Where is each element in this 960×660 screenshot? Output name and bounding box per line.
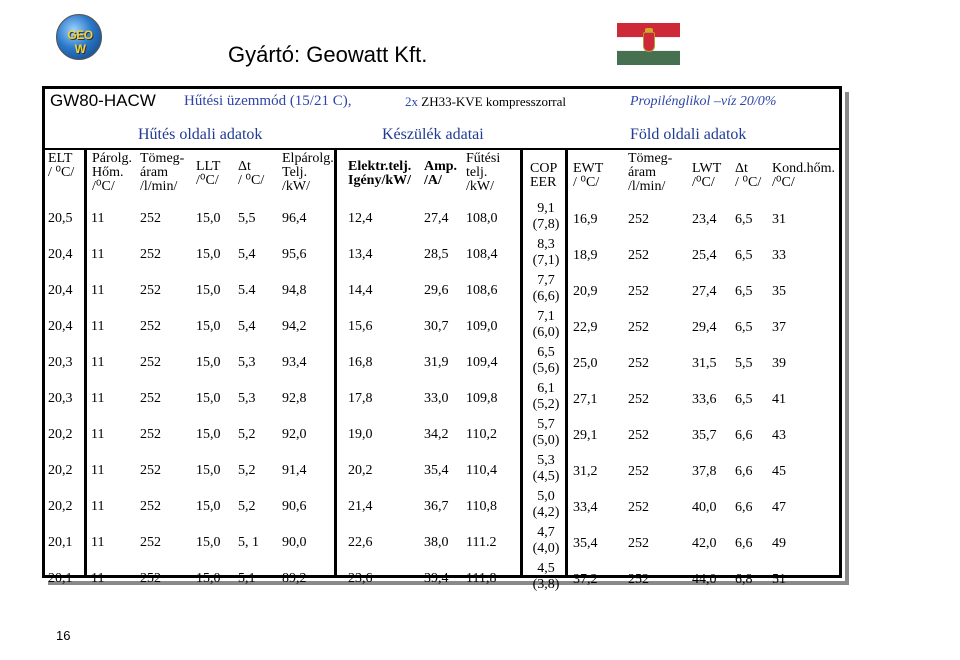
cell-amp: 38,0 [424, 535, 449, 550]
cell-dt2: 6,6 [735, 500, 753, 515]
cell-power: 20,2 [348, 463, 373, 478]
cell-flow: 252 [140, 391, 161, 406]
cell-cap: 92,0 [282, 427, 307, 442]
cop-value: 4,7 [537, 525, 555, 540]
cell-flow2: 252 [628, 248, 649, 263]
cell-heat: 111,8 [466, 571, 497, 586]
cell-lwt: 42,0 [692, 536, 717, 551]
cell-parolg: 11 [91, 247, 105, 262]
eer-value: (4,2) [532, 505, 560, 520]
cell-lwt: 23,4 [692, 212, 717, 227]
cell-parolg: 11 [91, 571, 105, 586]
column-divider [84, 150, 87, 578]
cell-dt: 5,5 [238, 211, 256, 226]
cell-flow2: 252 [628, 212, 649, 227]
cell-cop-eer [527, 561, 565, 593]
cell-ewt: 20,9 [573, 284, 598, 299]
frame-shadow-right [845, 92, 849, 583]
cell-dt2: 6,6 [735, 428, 753, 443]
cell-lwt: 31,5 [692, 356, 717, 371]
eer-value: (3,8) [532, 577, 560, 592]
col-parolg: Párolg. Hőm. /⁰C/ [92, 151, 133, 194]
col-evap-capacity: Elpárolg. Telj. /kW/ [282, 151, 334, 194]
cell-dt2: 6,5 [735, 320, 753, 335]
cell-power: 12,4 [348, 211, 373, 226]
cell-amp: 27,4 [424, 211, 449, 226]
cell-dt: 5,4 [238, 319, 256, 334]
cell-elt: 20,2 [48, 499, 73, 514]
cell-elt: 20,2 [48, 463, 73, 478]
cell-parolg: 11 [91, 463, 105, 478]
cell-llt: 15,0 [196, 283, 221, 298]
cell-elt: 20,5 [48, 211, 73, 226]
cell-parolg: 11 [91, 427, 105, 442]
logo-text: GEO W [67, 28, 93, 56]
section-ground: Föld oldali adatok [630, 126, 747, 143]
cell-dt: 5,3 [238, 391, 256, 406]
cell-dt2: 6,5 [735, 392, 753, 407]
cell-cop-eer [527, 417, 565, 449]
cell-amp: 31,9 [424, 355, 449, 370]
col-flow-cooling: Tömeg- áram /l/min/ [140, 151, 185, 194]
cell-cap: 89,2 [282, 571, 307, 586]
cell-lwt: 33,6 [692, 392, 717, 407]
cell-dt2: 6,5 [735, 284, 753, 299]
cell-kond: 33 [772, 248, 786, 263]
cell-dt: 5,1 [238, 571, 256, 586]
cell-dt2: 6,6 [735, 536, 753, 551]
cell-cap: 96,4 [282, 211, 307, 226]
cell-parolg: 11 [91, 283, 105, 298]
cell-heat: 109,4 [466, 355, 498, 370]
cell-cap: 92,8 [282, 391, 307, 406]
cell-dt2: 5,5 [735, 356, 753, 371]
col-heating-capacity: Fűtési telj. /kW/ [466, 151, 501, 194]
cell-cap: 94,2 [282, 319, 307, 334]
column-divider [334, 150, 337, 578]
section-device: Készülék adatai [382, 126, 484, 143]
cell-heat: 108,4 [466, 247, 498, 262]
cell-lwt: 27,4 [692, 284, 717, 299]
cell-power: 16,8 [348, 355, 373, 370]
compressor-info [405, 94, 566, 110]
cell-power: 17,8 [348, 391, 373, 406]
cell-dt2: 6,5 [735, 212, 753, 227]
cell-ewt: 33,4 [573, 500, 598, 515]
cell-flow: 252 [140, 571, 161, 586]
cell-ewt: 37,2 [573, 572, 598, 587]
section-divider [42, 148, 842, 150]
cell-flow2: 252 [628, 464, 649, 479]
cell-flow: 252 [140, 463, 161, 478]
cell-amp: 30,7 [424, 319, 449, 334]
cell-heat: 109,8 [466, 391, 498, 406]
col-amp: Amp. /A/ [424, 159, 458, 188]
cop-value: 4,5 [537, 561, 555, 576]
eer-value: (4,5) [532, 469, 560, 484]
cell-amp: 36,7 [424, 499, 449, 514]
cell-ewt: 18,9 [573, 248, 598, 263]
cell-elt: 20,4 [48, 319, 73, 334]
cell-lwt: 29,4 [692, 320, 717, 335]
cell-cap: 93,4 [282, 355, 307, 370]
cell-lwt: 44,0 [692, 572, 717, 587]
cell-heat: 111.2 [466, 535, 497, 550]
cell-lwt: 37,8 [692, 464, 717, 479]
cell-power: 13,4 [348, 247, 373, 262]
cell-llt: 15,0 [196, 535, 221, 550]
cell-kond: 51 [772, 572, 786, 587]
cell-lwt: 35,7 [692, 428, 717, 443]
cell-cap: 90,0 [282, 535, 307, 550]
col-dt-cooling: Δt / ⁰C/ [238, 159, 265, 188]
col-ewt: EWT / ⁰C/ [573, 161, 604, 190]
eer-value: (7,1) [532, 253, 560, 268]
cell-kond: 35 [772, 284, 786, 299]
section-cooling: Hűtés oldali adatok [138, 126, 263, 143]
cell-flow2: 252 [628, 572, 649, 587]
cell-parolg: 11 [91, 211, 105, 226]
cell-flow2: 252 [628, 536, 649, 551]
frame-shadow-bottom [48, 581, 849, 585]
cell-ewt: 16,9 [573, 212, 598, 227]
cell-amp: 33,0 [424, 391, 449, 406]
hungarian-flag-icon [617, 23, 680, 65]
cop-value: 5,3 [537, 453, 555, 468]
cell-cop-eer [527, 453, 565, 485]
cell-flow: 252 [140, 319, 161, 334]
cell-dt: 5,2 [238, 499, 256, 514]
cell-cop-eer [527, 309, 565, 341]
cell-flow: 252 [140, 535, 161, 550]
cell-parolg: 11 [91, 319, 105, 334]
cell-dt: 5.4 [238, 283, 256, 298]
cell-llt: 15,0 [196, 319, 221, 334]
cell-llt: 15,0 [196, 211, 221, 226]
cop-value: 7,7 [537, 273, 555, 288]
manufacturer-title: Gyártó: Geowatt Kft. [228, 42, 428, 67]
col-electric-power: Elektr.telj. Igény/kW/ [348, 159, 412, 188]
cop-value: 8,3 [537, 237, 555, 252]
cell-cap: 91,4 [282, 463, 307, 478]
cell-kond: 45 [772, 464, 786, 479]
cell-ewt: 25,0 [573, 356, 598, 371]
cell-flow: 252 [140, 283, 161, 298]
cell-heat: 110,2 [466, 427, 497, 442]
cell-flow2: 252 [628, 500, 649, 515]
fluid-info: Propilénglikol –víz 20/0% [630, 94, 777, 109]
geowatt-logo [56, 14, 102, 60]
cell-ewt: 22,9 [573, 320, 598, 335]
cell-power: 14,4 [348, 283, 373, 298]
cell-ewt: 27,1 [573, 392, 598, 407]
cell-cop-eer [527, 489, 565, 521]
cell-amp: 29,6 [424, 283, 449, 298]
cop-value: 6,5 [537, 345, 555, 360]
cop-value: 9,1 [537, 201, 555, 216]
compressor-prefix: 2x [405, 94, 418, 109]
cell-dt2: 6,5 [735, 248, 753, 263]
cell-cop-eer [527, 381, 565, 413]
cell-parolg: 11 [91, 499, 105, 514]
cell-flow: 252 [140, 247, 161, 262]
cell-ewt: 31,2 [573, 464, 598, 479]
col-condensing-temp: Kond.hőm. /⁰C/ [772, 161, 835, 190]
cell-kond: 39 [772, 356, 786, 371]
cell-kond: 37 [772, 320, 786, 335]
cell-amp: 34,2 [424, 427, 449, 442]
cell-power: 23,6 [348, 571, 373, 586]
col-flow-ground: Tömeg- áram /l/min/ [628, 151, 673, 194]
cell-amp: 39,4 [424, 571, 449, 586]
cell-cap: 95,6 [282, 247, 307, 262]
cop-value: 5,7 [537, 417, 555, 432]
cell-lwt: 25,4 [692, 248, 717, 263]
cell-kond: 47 [772, 500, 786, 515]
cell-cap: 90,6 [282, 499, 307, 514]
cell-cap: 94,8 [282, 283, 307, 298]
cell-power: 21,4 [348, 499, 373, 514]
cell-flow: 252 [140, 211, 161, 226]
cell-cop-eer [527, 201, 565, 233]
cell-parolg: 11 [91, 535, 105, 550]
cell-llt: 15,0 [196, 247, 221, 262]
cell-llt: 15,0 [196, 571, 221, 586]
cell-heat: 109,0 [466, 319, 498, 334]
eer-value: (5,2) [532, 397, 560, 412]
cell-ewt: 29,1 [573, 428, 598, 443]
cell-flow: 252 [140, 499, 161, 514]
cop-value: 5,0 [537, 489, 555, 504]
cell-heat: 108,6 [466, 283, 498, 298]
model-line [50, 91, 777, 111]
column-divider [520, 150, 523, 578]
cell-flow2: 252 [628, 428, 649, 443]
cell-elt: 20,3 [48, 391, 73, 406]
eer-value: (4,0) [532, 541, 560, 556]
eer-value: (5,0) [532, 433, 560, 448]
cell-kond: 49 [772, 536, 786, 551]
cell-dt: 5,2 [238, 463, 256, 478]
cell-amp: 28,5 [424, 247, 449, 262]
cell-power: 19,0 [348, 427, 373, 442]
operating-mode: Hűtési üzemmód (15/21 C), [184, 93, 352, 109]
cell-heat: 110,8 [466, 499, 497, 514]
cell-elt: 20,1 [48, 535, 73, 550]
cell-flow2: 252 [628, 356, 649, 371]
cell-dt: 5, 1 [238, 535, 259, 550]
cell-dt: 5,4 [238, 247, 256, 262]
eer-value: (7,8) [532, 217, 560, 232]
cell-dt2: 6,6 [735, 464, 753, 479]
cell-dt: 5,2 [238, 427, 256, 442]
cell-llt: 15,0 [196, 463, 221, 478]
cell-cop-eer [527, 345, 565, 377]
cell-llt: 15,0 [196, 427, 221, 442]
cell-flow: 252 [140, 355, 161, 370]
col-dt-ground: Δt / ⁰C/ [735, 161, 762, 190]
cop-value: 7,1 [537, 309, 555, 324]
cell-kond: 43 [772, 428, 786, 443]
cell-kond: 31 [772, 212, 786, 227]
eer-value: (6,0) [532, 325, 560, 340]
cell-flow: 252 [140, 427, 161, 442]
cell-dt2: 6,8 [735, 572, 753, 587]
cell-cop-eer [527, 273, 565, 305]
model-name: GW80-HACW [50, 91, 156, 110]
cell-flow2: 252 [628, 284, 649, 299]
cell-cop-eer [527, 525, 565, 557]
cop-value: 6,1 [537, 381, 555, 396]
cell-amp: 35,4 [424, 463, 449, 478]
cell-power: 15,6 [348, 319, 373, 334]
cell-kond: 41 [772, 392, 786, 407]
col-lwt: LWT /⁰C/ [692, 161, 722, 190]
eer-value: (5,6) [532, 361, 560, 376]
col-llt: LLT /⁰C/ [196, 159, 221, 188]
column-divider [565, 150, 568, 578]
cell-elt: 20,4 [48, 247, 73, 262]
page-number: 16 [56, 628, 71, 643]
cell-lwt: 40,0 [692, 500, 717, 515]
cell-flow2: 252 [628, 320, 649, 335]
cell-ewt: 35,4 [573, 536, 598, 551]
cell-llt: 15,0 [196, 355, 221, 370]
cell-flow2: 252 [628, 392, 649, 407]
eer-value: (6,6) [532, 289, 560, 304]
col-elt: ELT / ⁰C/ [48, 151, 75, 180]
cell-parolg: 11 [91, 355, 105, 370]
cell-parolg: 11 [91, 391, 105, 406]
cell-heat: 110,4 [466, 463, 497, 478]
cell-elt: 20,1 [48, 571, 73, 586]
compressor-name: ZH33-KVE kompresszorral [421, 94, 567, 109]
col-cop: COP EER [530, 161, 558, 190]
cell-cop-eer [527, 237, 565, 269]
cell-llt: 15,0 [196, 391, 221, 406]
cell-dt: 5,3 [238, 355, 256, 370]
cell-power: 22,6 [348, 535, 373, 550]
cell-elt: 20,3 [48, 355, 73, 370]
cell-llt: 15,0 [196, 499, 221, 514]
cell-elt: 20,2 [48, 427, 73, 442]
cell-heat: 108,0 [466, 211, 498, 226]
cell-elt: 20,4 [48, 283, 73, 298]
